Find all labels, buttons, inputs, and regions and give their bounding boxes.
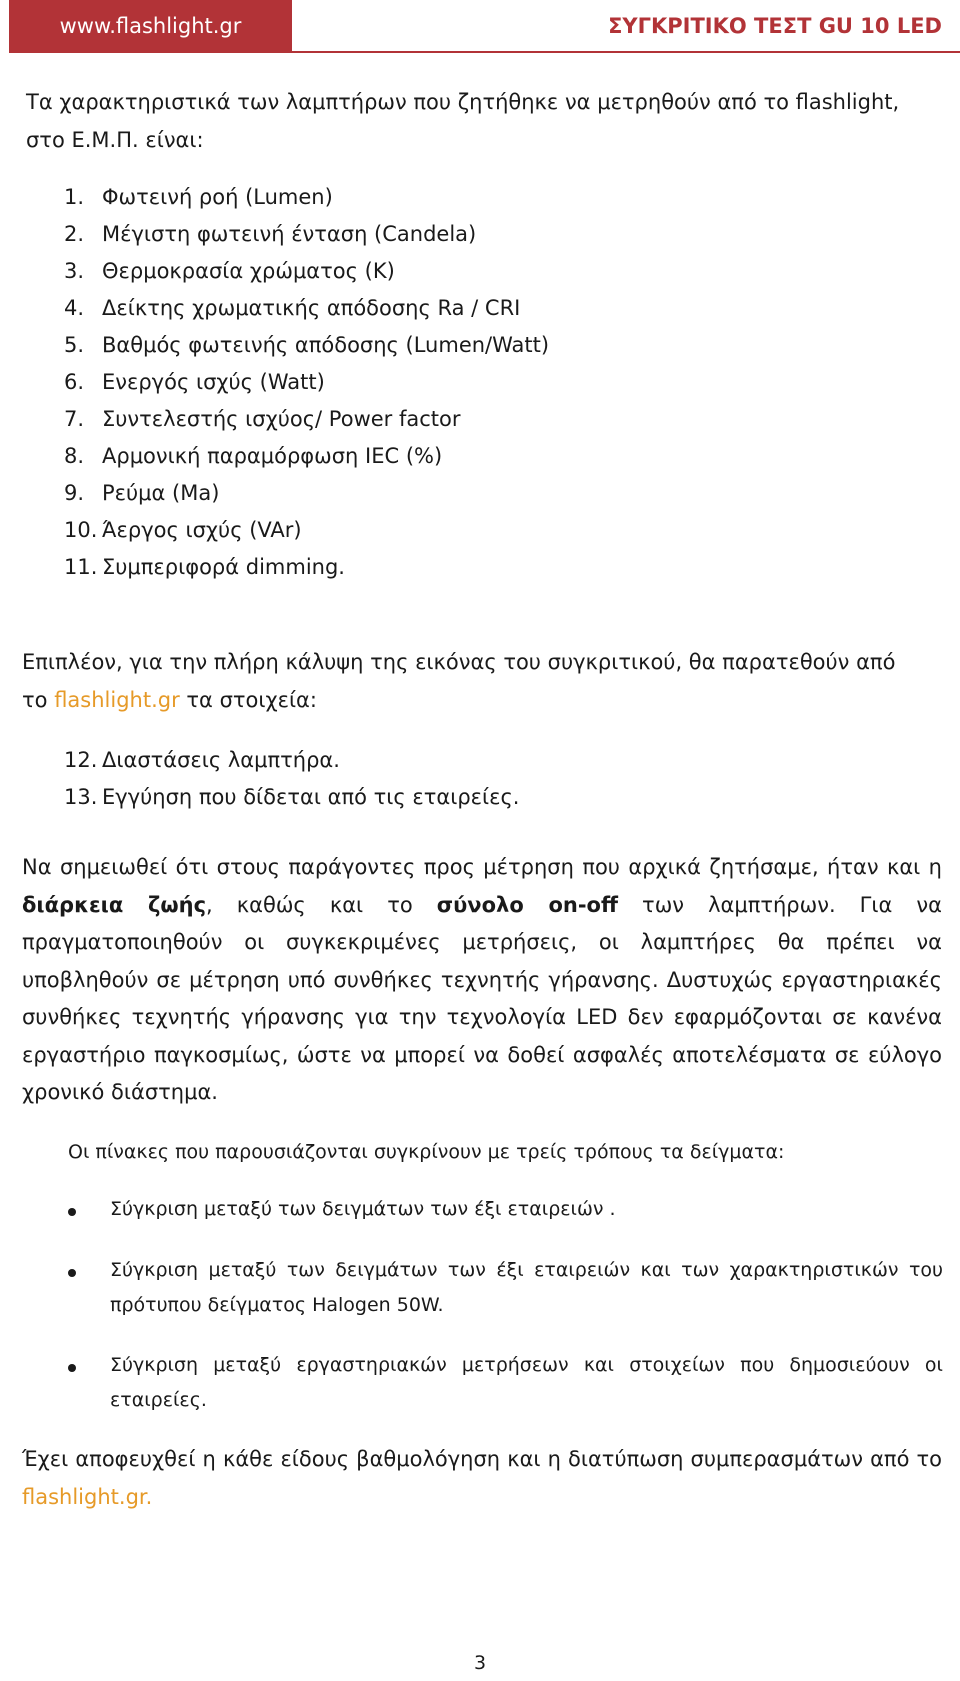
- additional-suffix: τα στοιχεία:: [186, 688, 317, 712]
- bullet-item: [68, 1348, 943, 1418]
- list-label: Εγγύηση που δίδεται από τις εταιρείες.: [102, 785, 520, 809]
- additional-prefix: το: [22, 688, 48, 712]
- note-bold-onoff: σύνολο on-off: [436, 892, 618, 917]
- bullet-dot-icon: [68, 1269, 76, 1277]
- note-paragraph: [22, 849, 942, 1112]
- list-number: 7.: [64, 407, 85, 431]
- list-number: 2.: [64, 222, 85, 246]
- bullet-item: [68, 1192, 943, 1227]
- additional-paragraph: [22, 643, 942, 719]
- document-title: ΣΥΓΚΡΙΤΙΚΟ ΤΕΣΤ GU 10 LED: [608, 14, 942, 38]
- note-text-1: Να σημειωθεί ότι στους παράγοντες προς μέτρηση που αρχικά ζητήσαμε, ήταν και η: [22, 855, 942, 879]
- list-item: [64, 327, 549, 364]
- list-item: [64, 438, 442, 475]
- list-item: [64, 179, 333, 216]
- flashlight-link[interactable]: flashlight.gr: [54, 688, 180, 712]
- list-number: 1.: [64, 185, 85, 209]
- list-item: [64, 779, 519, 816]
- intro-paragraph: [26, 83, 936, 159]
- note-text-2: , καθώς και το: [206, 892, 413, 917]
- list-number: 5.: [64, 333, 85, 357]
- bullet-text: Σύγκριση μεταξύ των δειγμάτων των έξι εταιρειών .: [110, 1198, 616, 1220]
- closing-paragraph: [22, 1441, 942, 1516]
- list-number: 3.: [64, 259, 85, 283]
- list-label: Βαθμός φωτεινής απόδοσης (Lumen/Watt): [102, 333, 550, 357]
- list-label: Θερμοκρασία χρώματος (K): [102, 259, 395, 283]
- list-number: 12.: [64, 748, 98, 772]
- list-item: [64, 216, 476, 253]
- bullet-item: [68, 1253, 943, 1323]
- list-number: 13.: [64, 785, 98, 809]
- flashlight-link[interactable]: flashlight.gr.: [22, 1484, 153, 1509]
- note-bold-lifetime: διάρκεια ζωής: [22, 892, 207, 917]
- intro-line-1: Τα χαρακτηριστικά των λαμπτήρων που ζητήθηκε να μετρηθούν από το flashlight,: [26, 90, 900, 114]
- bullet-dot-icon: [68, 1208, 76, 1216]
- list-label: Αρμονική παραμόρφωση IEC (%): [102, 444, 443, 468]
- intro-line-2: στο Ε.Μ.Π. είναι:: [26, 128, 204, 152]
- header-rule: [9, 51, 960, 53]
- site-url: www.flashlight.gr: [59, 14, 242, 38]
- list-item: [64, 742, 340, 779]
- list-item: [64, 364, 325, 401]
- note-text-3: των λαμπτήρων. Για να πραγματοποιηθούν οι συγκεκριμένες μετρήσεις, οι λαμπτήρες θα πρέπει να υποβληθούν σε μέτρηση υπό συνθήκες τεχνητής γήρανσης. Δυστυχώς εργαστηριακές συνθήκες τεχνητής γήρανσης για την τεχνολογία LED δεν εφαρμόζονται σε κανένα εργαστήριο παγκοσμίως, ώστε να μπορεί να δοθεί ασφαλές αποτελέσματα σε εύλογο χρονικό διάστημα.: [22, 892, 942, 1104]
- list-label: Φωτεινή ροή (Lumen): [102, 185, 333, 209]
- list-item: [64, 253, 395, 290]
- comparison-intro: Οι πίνακες που παρουσιάζονται συγκρίνουν με τρείς τρόπους τα δείγματα:: [68, 1141, 785, 1163]
- list-number: 4.: [64, 296, 85, 320]
- list-label: Συμπεριφορά dimming.: [102, 555, 345, 579]
- list-item: [64, 401, 461, 438]
- list-label: Διαστάσεις λαμπτήρα.: [102, 748, 340, 772]
- bullet-dot-icon: [68, 1364, 76, 1372]
- list-number: 6.: [64, 370, 85, 394]
- list-item: [64, 512, 302, 549]
- bullet-text: Σύγκριση μεταξύ εργαστηριακών μετρήσεων και στοιχείων που δημοσιεύουν οι εταιρείες.: [110, 1354, 943, 1411]
- list-number: 8.: [64, 444, 85, 468]
- bullet-text: Σύγκριση μεταξύ των δειγμάτων των έξι εταιρειών και των χαρακτηριστικών του πρότυπου δείγματος Halogen 50W.: [110, 1259, 943, 1316]
- site-badge: [9, 0, 292, 52]
- list-label: Δείκτης χρωματικής απόδοσης Ra / CRI: [102, 296, 521, 320]
- additional-line-1: Επιπλέον, για την πλήρη κάλυψη της εικόνας του συγκριτικού, θα παρατεθούν από: [22, 650, 896, 674]
- page-number: 3: [473, 1652, 487, 1674]
- list-label: Άεργος ισχύς (VAr): [102, 518, 302, 542]
- closing-text: Έχει αποφευχθεί η κάθε είδους βαθμολόγηση και η διατύπωση συμπερασμάτων από το: [22, 1447, 942, 1471]
- list-number: 9.: [64, 481, 85, 505]
- list-item: [64, 290, 520, 327]
- list-number: 11.: [64, 555, 98, 579]
- list-number: 10.: [64, 518, 98, 542]
- list-label: Μέγιστη φωτεινή ένταση (Candela): [102, 222, 477, 246]
- list-item: [64, 475, 219, 512]
- list-label: Συντελεστής ισχύος/ Power factor: [102, 407, 461, 431]
- list-item: [64, 549, 345, 586]
- additional-line-2: [22, 681, 942, 719]
- list-label: Ενεργός ισχύς (Watt): [102, 370, 325, 394]
- list-label: Ρεύμα (Ma): [102, 481, 220, 505]
